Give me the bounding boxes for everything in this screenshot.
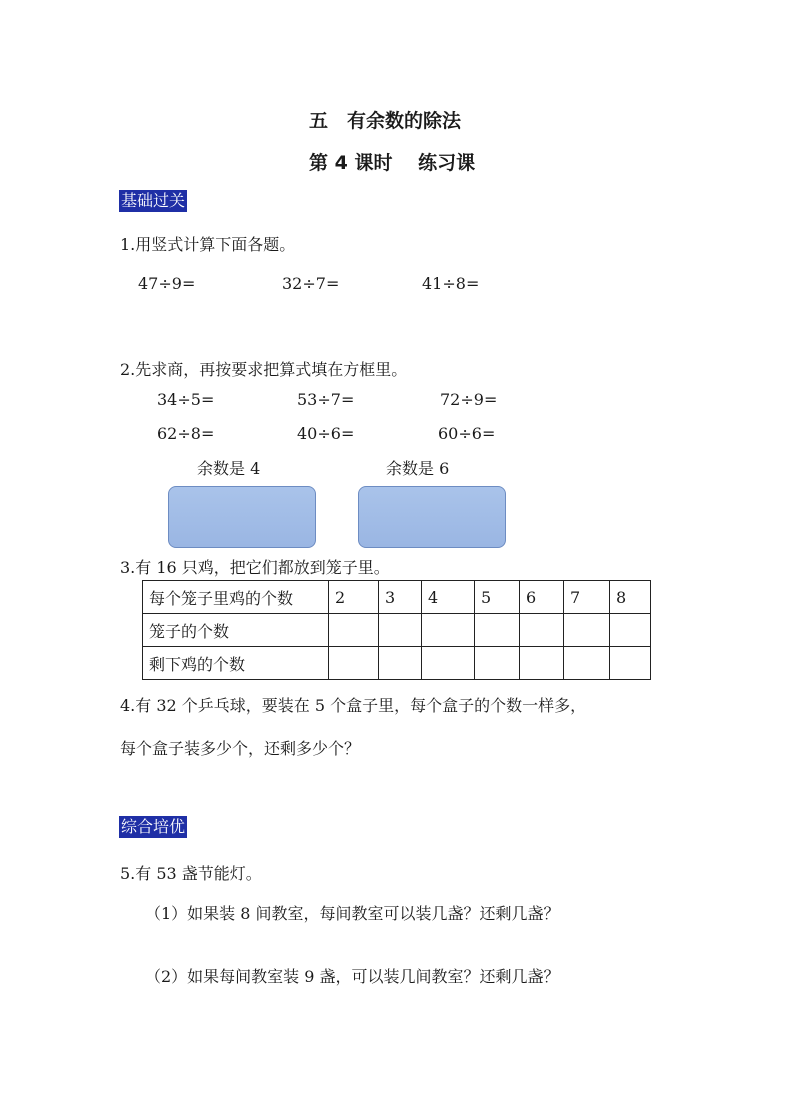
q2-r2-item-2: 40÷6= bbox=[297, 424, 355, 443]
row-header-cage-count: 笼子的个数 bbox=[143, 614, 329, 647]
table-cell: 4 bbox=[422, 581, 475, 614]
row-header-remaining: 剩下鸡的个数 bbox=[143, 647, 329, 680]
table-row bbox=[143, 581, 651, 614]
q1-item-1: 47÷9= bbox=[138, 274, 196, 293]
question-1-prompt: 1.用竖式计算下面各题。 bbox=[120, 235, 296, 254]
answer-cell[interactable] bbox=[379, 647, 422, 680]
q1-item-2: 32÷7= bbox=[282, 274, 340, 293]
q2-r1-item-2: 53÷7= bbox=[297, 390, 355, 409]
table-row bbox=[143, 614, 651, 647]
answer-cell[interactable] bbox=[564, 614, 610, 647]
question-4-line-1: 4.有 32 个乒乓球，要装在 5 个盒子里，每个盒子的个数一样多， bbox=[120, 696, 587, 715]
answer-cell[interactable] bbox=[610, 614, 651, 647]
answer-cell[interactable] bbox=[475, 614, 520, 647]
row-header-per-cage: 每个笼子里鸡的个数 bbox=[143, 581, 329, 614]
q2-r2-item-1: 62÷8= bbox=[157, 424, 215, 443]
unit-title: 五 有余数的除法 bbox=[309, 110, 462, 132]
question-5-sub-1: （1）如果装 8 间教室，每间教室可以装几盏？还剩几盏？ bbox=[145, 904, 560, 923]
answer-cell[interactable] bbox=[329, 647, 379, 680]
box-label-remainder-6: 余数是 6 bbox=[386, 459, 450, 478]
answer-cell[interactable] bbox=[564, 647, 610, 680]
section-tag-advanced: 综合培优 bbox=[121, 817, 186, 836]
q2-r1-item-3: 72÷9= bbox=[440, 390, 498, 409]
q2-r2-item-3: 60÷6= bbox=[438, 424, 496, 443]
answer-cell[interactable] bbox=[379, 614, 422, 647]
answer-cell[interactable] bbox=[475, 647, 520, 680]
answer-cell[interactable] bbox=[422, 614, 475, 647]
table-cell: 2 bbox=[329, 581, 379, 614]
table-cell: 6 bbox=[520, 581, 564, 614]
question-4-line-2: 每个盒子装多少个，还剩多少个？ bbox=[120, 739, 361, 758]
lesson-title: 第 4 课时 练习课 bbox=[309, 152, 476, 174]
answer-cell[interactable] bbox=[520, 647, 564, 680]
question-2-prompt: 2.先求商，再按要求把算式填在方框里。 bbox=[120, 360, 408, 379]
section-tag-basic: 基础过关 bbox=[121, 191, 186, 210]
answer-cell[interactable] bbox=[422, 647, 475, 680]
q2-r1-item-1: 34÷5= bbox=[157, 390, 215, 409]
answer-box-remainder-4[interactable] bbox=[168, 486, 316, 548]
answer-cell[interactable] bbox=[520, 614, 564, 647]
question-5-sub-2: （2）如果每间教室装 9 盏，可以装几间教室？还剩几盏？ bbox=[145, 967, 560, 986]
table-cell: 8 bbox=[610, 581, 651, 614]
table-cell: 5 bbox=[475, 581, 520, 614]
answer-cell[interactable] bbox=[610, 647, 651, 680]
table-row bbox=[143, 647, 651, 680]
answer-cell[interactable] bbox=[329, 614, 379, 647]
table-cell: 3 bbox=[379, 581, 422, 614]
cage-table bbox=[142, 580, 651, 680]
question-3-prompt: 3.有 16 只鸡，把它们都放到笼子里。 bbox=[120, 558, 390, 577]
box-label-remainder-4: 余数是 4 bbox=[197, 459, 261, 478]
answer-box-remainder-6[interactable] bbox=[358, 486, 506, 548]
q1-item-3: 41÷8= bbox=[422, 274, 480, 293]
question-5-prompt: 5.有 53 盏节能灯。 bbox=[120, 864, 262, 883]
table-cell: 7 bbox=[564, 581, 610, 614]
